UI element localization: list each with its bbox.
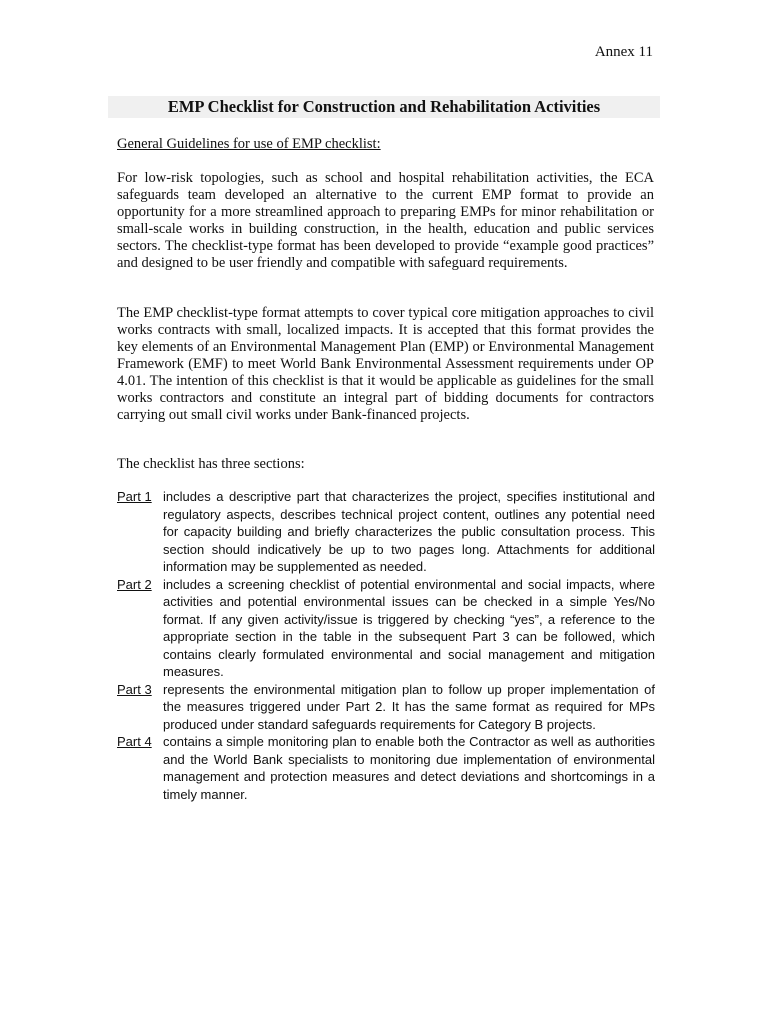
sections-intro: The checklist has three sections: xyxy=(117,456,305,472)
part-label: Part 1 xyxy=(117,489,152,504)
part-item-4 xyxy=(117,733,655,803)
part-label: Part 3 xyxy=(117,681,152,697)
part-item-3 xyxy=(117,681,655,734)
part-description: represents the environmental mitigation plan to follow up proper implementation of the measures triggered under Part 2. It has the same format as required for MPs produced under standard safeguards requirements for Category B projects. xyxy=(163,681,655,732)
part-label: Part 4 xyxy=(117,734,152,749)
part-item-1 xyxy=(117,488,655,576)
format-paragraph: The EMP checklist-type format attempts to cover typical core mitigation approaches to civil works contracts with small, localized impacts. It is accepted that this format provides the key elements of an Environmental Management Plan (EMP) or Environmental Management Framework (EMF) to meet World Bank Environmental Assessment requirements under OP 4.01. The intention of this checklist is that it would be applicable as guidelines for the small works contractors and constitute an integral part of bidding documents for contractors carrying out small civil works under Bank-financed projects. xyxy=(117,305,654,423)
part-description: contains a simple monitoring plan to enable both the Contractor as well as authorities and the World Bank specialists to monitoring due implementation of environmental management and protection measures and detect deviations and shortcomings in a timely manner. xyxy=(163,734,655,802)
intro-paragraph: For low-risk topologies, such as school and hospital rehabilitation activities, the ECA safeguards team developed an alternative to the current EMP format to provide an opportunity for a more streamlined approach to preparing EMPs for minor rehabilitation or small-scale works in building construction, in the health, education and public services sectors. The checklist-type format has been developed to provide “example good practices” and designed to be user friendly and compatible with safeguard requirements. xyxy=(117,170,654,271)
part-label: Part 2 xyxy=(117,576,152,592)
part-item-2 xyxy=(117,576,655,681)
part-description: includes a descriptive part that characterizes the project, specifies institutional and regulatory aspects, describes technical project content, outlines any potential need for capacity building and briefly characterizes the public consultation process. This section should indicatively be up to two pages long. Attachments for additional information may be supplemented as needed. xyxy=(163,489,655,574)
parts-list xyxy=(117,488,655,803)
annex-label: Annex 11 xyxy=(594,44,653,60)
document-title: EMP Checklist for Construction and Rehabilitation Activities xyxy=(108,96,660,118)
part-description: includes a screening checklist of potential environmental and social impacts, where activities and potential environmental issues can be checked in a simple Yes/No format. If any given activity/issue is triggered by checking “yes”, a reference to the appropriate section in the table in the subsequent Part 3 can be followed, which contains clearly formulated environmental and social management and mitigation measures. xyxy=(163,576,655,679)
section-subheading: General Guidelines for use of EMP checklist: xyxy=(117,136,381,152)
